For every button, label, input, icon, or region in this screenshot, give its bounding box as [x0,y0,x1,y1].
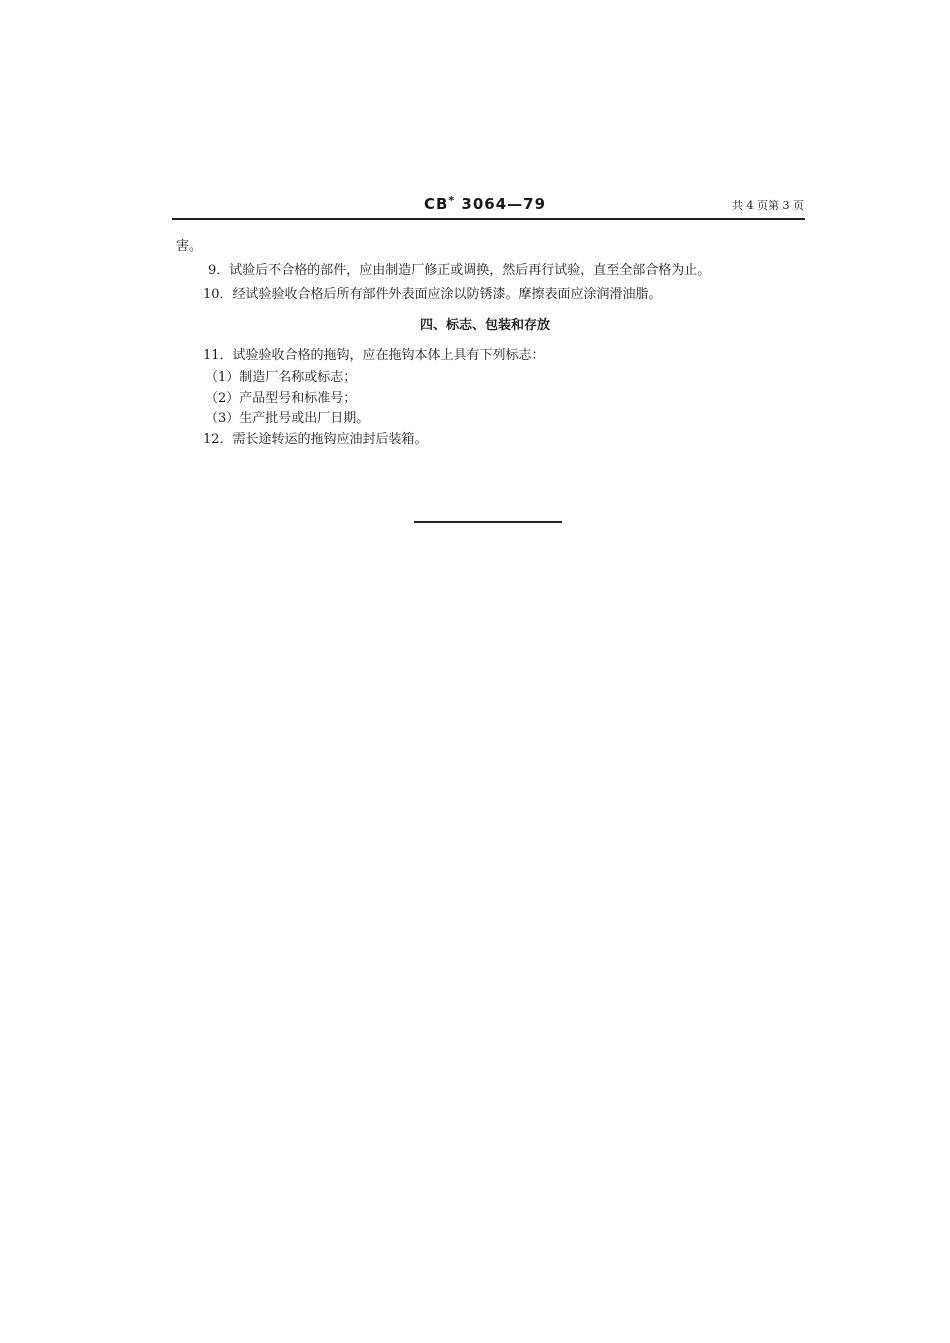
standard-code [380,194,590,213]
list-item-3: （3）生产批号或出厂日期。 [205,411,370,426]
list-item-2: （2）产品型号和标准号； [205,391,357,406]
clause-12: 12．需长途转运的拖钩应油封后装箱。 [203,432,428,447]
page-info: 共 4 页第 3 页 [732,199,804,212]
clause-9: 9．试验后不合格的部件，应由制造厂修正或调换，然后再行试验，直至全部合格为止。 [208,263,711,278]
end-divider [414,521,562,523]
standard-prefix: CB [423,195,449,213]
continuation-text: 害。 [176,239,203,254]
clause-11: 11．试验验收合格的拖钩，应在拖钩本体上具有下列标志： [203,348,545,363]
clause-10: 10．经试验验收合格后所有部件外表面应涂以防锈漆。摩擦表面应涂润滑油脂。 [203,287,662,302]
standard-number: 3064—79 [461,195,547,213]
section-title: 四、标志、包装和存放 [419,318,550,333]
standard-mark: * [448,194,456,207]
header-divider [172,218,805,220]
list-item-1: （1）制造厂名称或标志； [205,370,357,385]
